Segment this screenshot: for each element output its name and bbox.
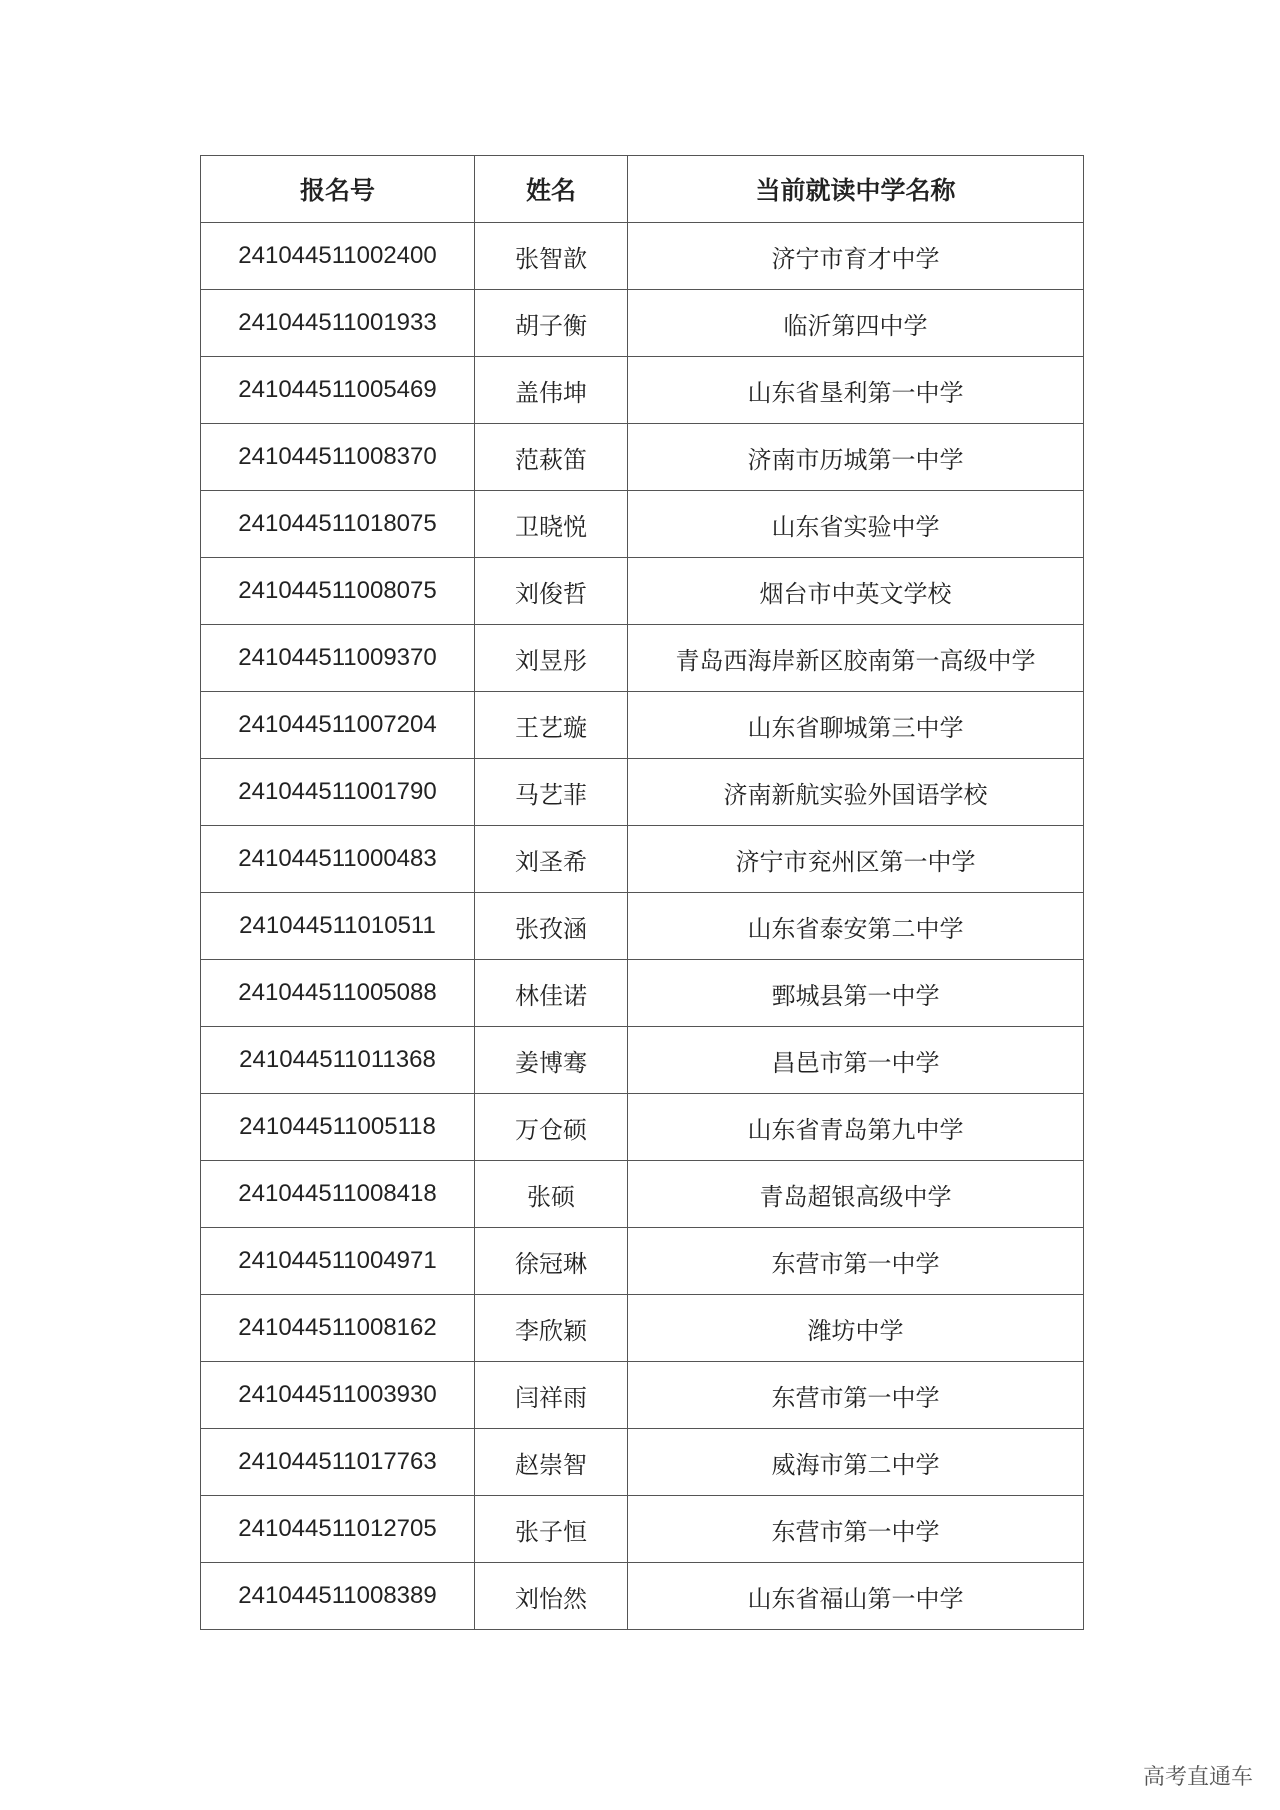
table-row xyxy=(201,424,1084,491)
table-row xyxy=(201,960,1084,1027)
registration-number-cell: 241044511018075 xyxy=(201,491,475,558)
school-cell: 青岛超银高级中学 xyxy=(628,1161,1084,1228)
name-cell: 徐冠琳 xyxy=(475,1228,628,1295)
name-cell: 胡子衡 xyxy=(475,290,628,357)
registration-number-cell: 241044511000483 xyxy=(201,826,475,893)
name-cell: 范萩笛 xyxy=(475,424,628,491)
table-row xyxy=(201,692,1084,759)
name-cell: 卫晓悦 xyxy=(475,491,628,558)
table-row xyxy=(201,1094,1084,1161)
name-cell: 姜博骞 xyxy=(475,1027,628,1094)
table-row xyxy=(201,1362,1084,1429)
student-list-table xyxy=(200,155,1084,1630)
school-cell: 山东省青岛第九中学 xyxy=(628,1094,1084,1161)
table-row xyxy=(201,893,1084,960)
school-cell: 济宁市育才中学 xyxy=(628,223,1084,290)
registration-number-cell: 241044511011368 xyxy=(201,1027,475,1094)
table-row xyxy=(201,290,1084,357)
school-cell: 济南市历城第一中学 xyxy=(628,424,1084,491)
school-cell: 山东省泰安第二中学 xyxy=(628,893,1084,960)
table-row xyxy=(201,1429,1084,1496)
school-cell: 鄄城县第一中学 xyxy=(628,960,1084,1027)
registration-number-cell: 241044511008075 xyxy=(201,558,475,625)
name-cell: 张孜涵 xyxy=(475,893,628,960)
name-cell: 刘俊哲 xyxy=(475,558,628,625)
name-cell: 闫祥雨 xyxy=(475,1362,628,1429)
header-registration-number: 报名号 xyxy=(201,156,475,223)
registration-number-cell: 241044511007204 xyxy=(201,692,475,759)
name-cell: 赵崇智 xyxy=(475,1429,628,1496)
table-row xyxy=(201,1496,1084,1563)
registration-number-cell: 241044511005088 xyxy=(201,960,475,1027)
table-row xyxy=(201,558,1084,625)
table-row xyxy=(201,1027,1084,1094)
table-row xyxy=(201,1563,1084,1630)
registration-number-cell: 241044511009370 xyxy=(201,625,475,692)
name-cell: 盖伟坤 xyxy=(475,357,628,424)
school-cell: 烟台市中英文学校 xyxy=(628,558,1084,625)
registration-number-cell: 241044511005469 xyxy=(201,357,475,424)
table-row xyxy=(201,357,1084,424)
registration-number-cell: 241044511001933 xyxy=(201,290,475,357)
school-cell: 东营市第一中学 xyxy=(628,1496,1084,1563)
name-cell: 王艺璇 xyxy=(475,692,628,759)
name-cell: 万仓硕 xyxy=(475,1094,628,1161)
table-row xyxy=(201,826,1084,893)
school-cell: 济宁市兖州区第一中学 xyxy=(628,826,1084,893)
registration-number-cell: 241044511008389 xyxy=(201,1563,475,1630)
registration-number-cell: 241044511008162 xyxy=(201,1295,475,1362)
header-name: 姓名 xyxy=(475,156,628,223)
school-cell: 山东省实验中学 xyxy=(628,491,1084,558)
school-cell: 济南新航实验外国语学校 xyxy=(628,759,1084,826)
name-cell: 林佳诺 xyxy=(475,960,628,1027)
table-row xyxy=(201,223,1084,290)
registration-number-cell: 241044511001790 xyxy=(201,759,475,826)
registration-number-cell: 241044511004971 xyxy=(201,1228,475,1295)
name-cell: 刘圣希 xyxy=(475,826,628,893)
table-row xyxy=(201,1228,1084,1295)
school-cell: 青岛西海岸新区胶南第一高级中学 xyxy=(628,625,1084,692)
registration-number-cell: 241044511008370 xyxy=(201,424,475,491)
school-cell: 昌邑市第一中学 xyxy=(628,1027,1084,1094)
table-row xyxy=(201,625,1084,692)
registration-number-cell: 241044511010511 xyxy=(201,893,475,960)
name-cell: 马艺菲 xyxy=(475,759,628,826)
registration-number-cell: 241044511005118 xyxy=(201,1094,475,1161)
name-cell: 张子恒 xyxy=(475,1496,628,1563)
name-cell: 李欣颖 xyxy=(475,1295,628,1362)
name-cell: 张硕 xyxy=(475,1161,628,1228)
school-cell: 山东省垦利第一中学 xyxy=(628,357,1084,424)
table-row xyxy=(201,1295,1084,1362)
school-cell: 潍坊中学 xyxy=(628,1295,1084,1362)
school-cell: 山东省福山第一中学 xyxy=(628,1563,1084,1630)
watermark: 高考直通车 xyxy=(1143,1764,1254,1789)
school-cell: 山东省聊城第三中学 xyxy=(628,692,1084,759)
name-cell: 张智歆 xyxy=(475,223,628,290)
registration-number-cell: 241044511012705 xyxy=(201,1496,475,1563)
header-school: 当前就读中学名称 xyxy=(628,156,1084,223)
school-cell: 临沂第四中学 xyxy=(628,290,1084,357)
name-cell: 刘昱彤 xyxy=(475,625,628,692)
registration-number-cell: 241044511003930 xyxy=(201,1362,475,1429)
school-cell: 东营市第一中学 xyxy=(628,1362,1084,1429)
table-row xyxy=(201,491,1084,558)
table-header-row xyxy=(201,156,1084,223)
school-cell: 威海市第二中学 xyxy=(628,1429,1084,1496)
registration-number-cell: 241044511002400 xyxy=(201,223,475,290)
school-cell: 东营市第一中学 xyxy=(628,1228,1084,1295)
table-row xyxy=(201,1161,1084,1228)
registration-number-cell: 241044511017763 xyxy=(201,1429,475,1496)
registration-number-cell: 241044511008418 xyxy=(201,1161,475,1228)
table-row xyxy=(201,759,1084,826)
name-cell: 刘怡然 xyxy=(475,1563,628,1630)
